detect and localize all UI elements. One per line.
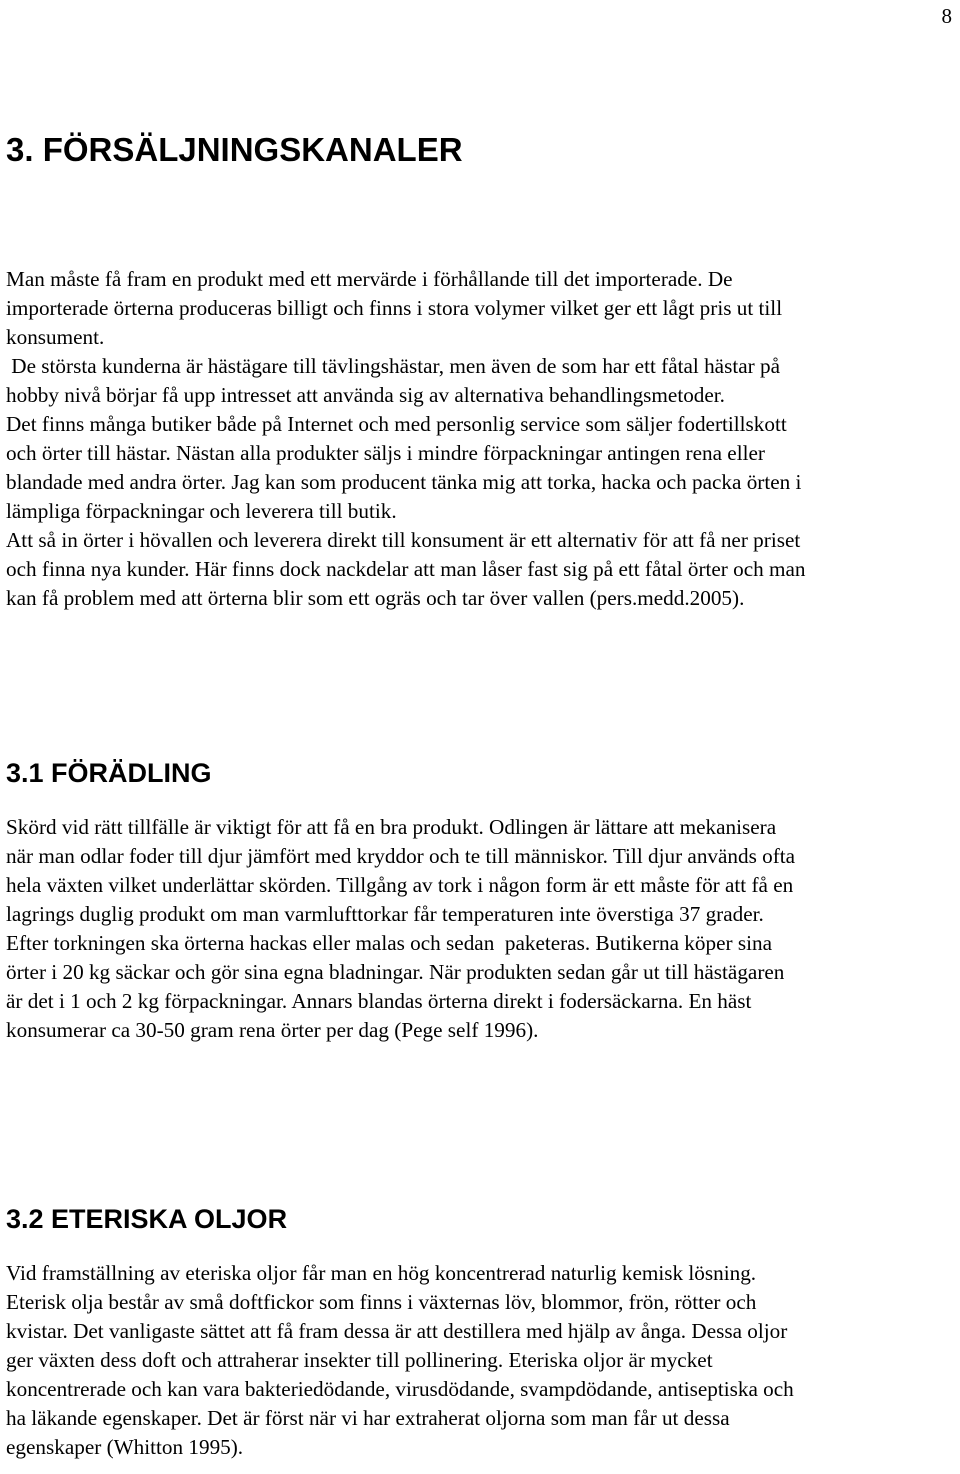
paragraph-line: Att så in örter i hövallen och leverera direkt till konsument är ett alternativ för att få ner priset <box>6 528 801 552</box>
paragraph-line: kvistar. Det vanligaste sättet att få fram dessa är att destillera med hjälp av ånga. Dessa oljor <box>6 1319 788 1343</box>
paragraph-line: Eterisk olja består av små doftfickor som finns i växternas löv, blommor, frön, rötter och <box>6 1290 757 1314</box>
paragraph-line: ger växten dess doft och attraherar insekter till pollinering. Eteriska oljor är mycket <box>6 1348 713 1372</box>
paragraph-line: importerade örterna produceras billigt och finns i stora volymer vilket ger ett lågt pris ut till <box>6 296 783 320</box>
paragraph-line: kan få problem med att örterna blir som ett ogräs och tar över vallen (pers.medd.2005). <box>6 586 745 610</box>
paragraph-line: egenskaper (Whitton 1995). <box>6 1435 244 1459</box>
paragraph-line: och örter till hästar. Nästan alla produkter säljs i mindre förpackningar antingen rena eller <box>6 441 765 465</box>
section-heading-forsaljningskanaler: 3. FÖRSÄLJNINGSKANALER <box>6 131 463 168</box>
paragraph-line: när man odlar foder till djur jämfört med kryddor och te till människor. Till djur används ofta <box>6 844 796 868</box>
paragraph-forsaljningskanaler <box>6 265 960 613</box>
paragraph-line: Det finns många butiker både på Internet och med personlig service som säljer fodertillskott <box>6 412 787 436</box>
paragraph-line: ha läkande egenskaper. Det är först när vi har extraherat oljorna som man får ut dessa <box>6 1406 730 1430</box>
paragraph-line: Man måste få fram en produkt med ett mervärde i förhållande till det importerade. De <box>6 267 733 291</box>
paragraph-line: hela växten vilket underlättar skörden. Tillgång av tork i någon form är ett måste för att få en <box>6 873 794 897</box>
paragraph-eteriska-oljor <box>6 1259 960 1462</box>
paragraph-line: lämpliga förpackningar och leverera till butik. <box>6 499 397 523</box>
paragraph-line: lagrings duglig produkt om man varmlufttorkar får temperaturen inte överstiga 37 grader. <box>6 902 764 926</box>
subsection-heading-eteriska-oljor: 3.2 ETERISKA OLJOR <box>6 1204 288 1234</box>
paragraph-line: De största kunderna är hästägare till tävlingshästar, men även de som har ett fåtal hästar på <box>6 354 780 378</box>
paragraph-line: örter i 20 kg säckar och gör sina egna bladningar. När produkten sedan går ut till hästägaren <box>6 960 785 984</box>
paragraph-foradling <box>6 813 960 1045</box>
paragraph-line: Skörd vid rätt tillfälle är viktigt för att få en bra produkt. Odlingen är lättare att mekanisera <box>6 815 777 839</box>
paragraph-line: är det i 1 och 2 kg förpackningar. Annars blandas örterna direkt i fodersäckarna. En häst <box>6 989 752 1013</box>
paragraph-line: Efter torkningen ska örterna hackas eller malas och sedan paketeras. Butikerna köper sina <box>6 931 772 955</box>
paragraph-line: och finna nya kunder. Här finns dock nackdelar att man låser fast sig på ett fåtal örter och man <box>6 557 806 581</box>
paragraph-line: hobby nivå börjar få upp intresset att använda sig av alternativa behandlingsmetoder. <box>6 383 725 407</box>
paragraph-line: konsument. <box>6 325 105 349</box>
paragraph-line: koncentrerade och kan vara bakteriedödande, virusdödande, svampdödande, antiseptiska och <box>6 1377 794 1401</box>
paragraph-line: blandade med andra örter. Jag kan som producent tänka mig att torka, hacka och packa örten i <box>6 470 802 494</box>
paragraph-line: Vid framställning av eteriska oljor får man en hög koncentrerad naturlig kemisk lösning. <box>6 1261 757 1285</box>
page-number: 8 <box>941 4 952 28</box>
subsection-heading-foradling: 3.1 FÖRÄDLING <box>6 758 212 788</box>
paragraph-line: konsumerar ca 30-50 gram rena örter per dag (Pege self 1996). <box>6 1018 539 1042</box>
